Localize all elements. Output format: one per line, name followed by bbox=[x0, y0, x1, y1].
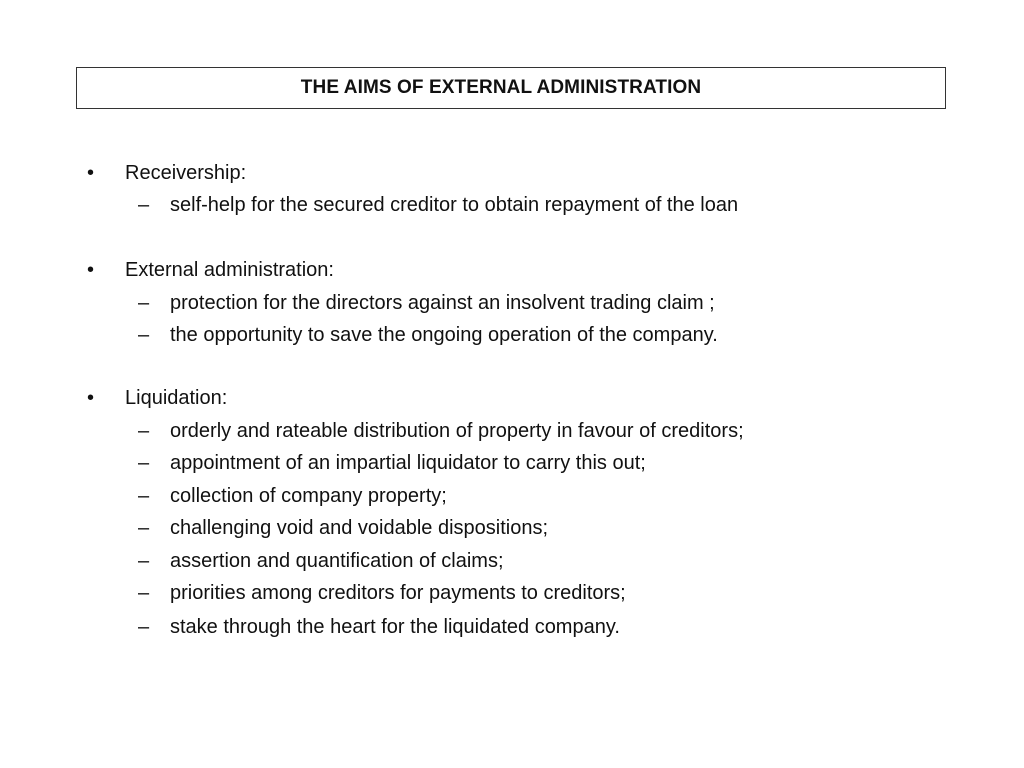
list-item-text: priorities among creditors for payments to creditors; bbox=[170, 582, 626, 604]
section-heading: External administration: bbox=[125, 259, 334, 281]
dash-icon: – bbox=[138, 550, 150, 572]
list-item-text: protection for the directors against an insolvent trading claim ; bbox=[170, 292, 715, 314]
dash-icon: – bbox=[138, 420, 150, 442]
slide-title: THE AIMS OF EXTERNAL ADMINISTRATION bbox=[300, 77, 702, 98]
list-item-text: stake through the heart for the liquidated company. bbox=[170, 616, 620, 638]
list-item-text: self-help for the secured creditor to obtain repayment of the loan bbox=[170, 194, 739, 216]
dash-icon: – bbox=[138, 517, 150, 539]
dash-icon: – bbox=[138, 194, 150, 216]
slide-title-box bbox=[76, 67, 946, 109]
dash-icon: – bbox=[138, 485, 150, 507]
section-heading: Receivership: bbox=[125, 162, 247, 184]
dash-icon: – bbox=[138, 292, 150, 314]
list-item-text: the opportunity to save the ongoing operation of the company. bbox=[170, 324, 718, 346]
list-item-text: appointment of an impartial liquidator to carry this out; bbox=[170, 452, 646, 474]
list-item-text: collection of company property; bbox=[170, 485, 447, 507]
dash-icon: – bbox=[138, 452, 150, 474]
dash-icon: – bbox=[138, 616, 150, 638]
bullet-icon: • bbox=[87, 259, 95, 281]
section-heading: Liquidation: bbox=[125, 387, 228, 409]
bullet-icon: • bbox=[87, 162, 95, 184]
list-item-text: challenging void and voidable dispositions; bbox=[170, 517, 549, 539]
dash-icon: – bbox=[138, 324, 150, 346]
list-item-text: assertion and quantification of claims; bbox=[170, 550, 504, 572]
bullet-icon: • bbox=[87, 387, 95, 409]
dash-icon: – bbox=[138, 582, 150, 604]
list-item-text: orderly and rateable distribution of property in favour of creditors; bbox=[170, 420, 744, 442]
